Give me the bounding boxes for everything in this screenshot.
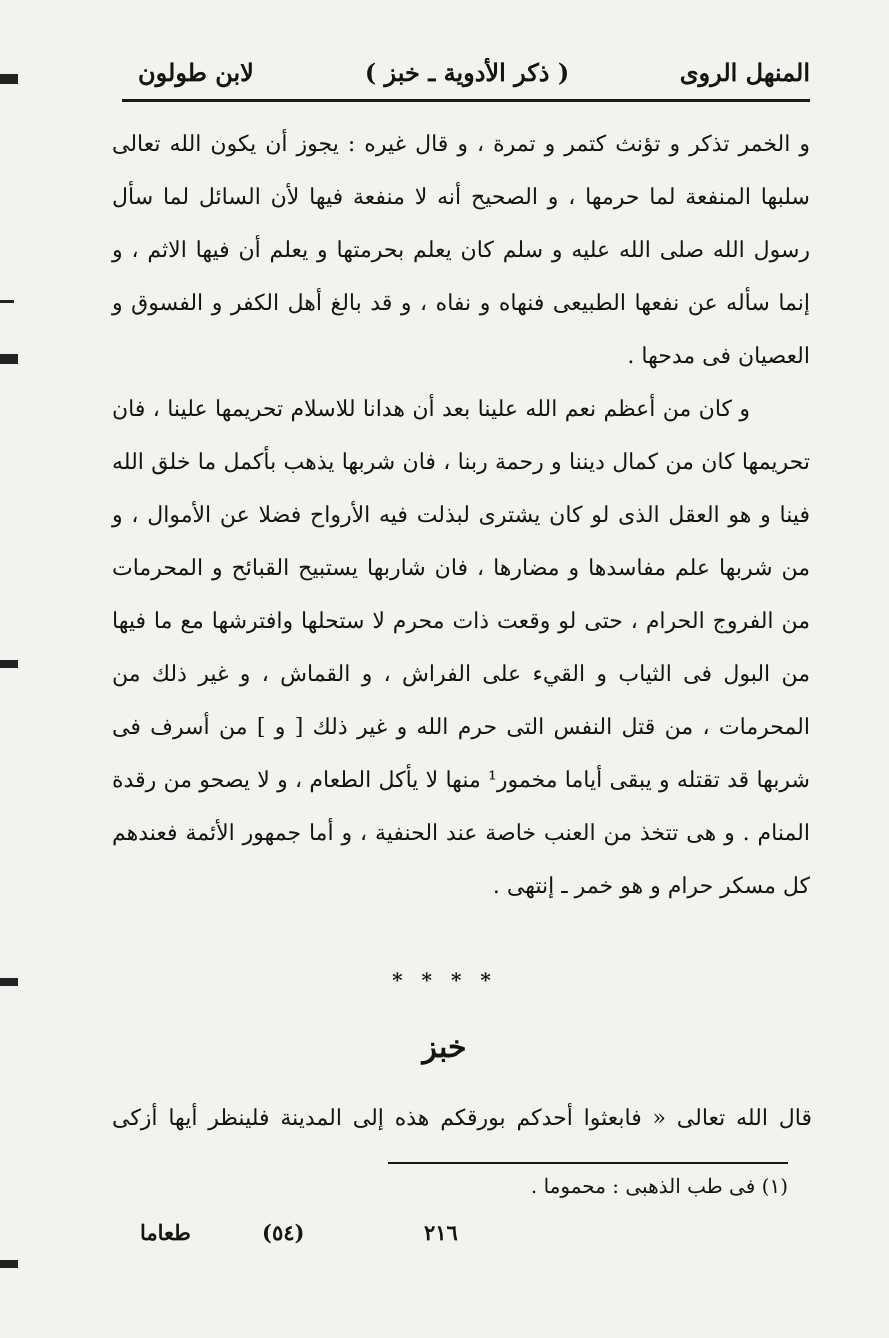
scan-edge-mark (0, 74, 18, 84)
paragraph-2: و كان من أعظم نعم الله علينا بعد أن هدانا للاسلام تحريمها علينا ، فان تحريمها كان من كمال ديننا و رحمة ربنا ، فان شربها يذهب بأكمل ما خلق الله فينا و هو العقل الذى لو كان يشترى لبذلت فيه الأرواح فضلا عن الأموال ، و من شربها علم مفاسدها و مضارها ، فان شاربها يستبيح القبائح و المحرمات من الفروج الحرام ، حتى لو وقعت ذات محرم لا ستحلها وافترشها مع ما فيها من البول فى الثياب و القيء على الفراش ، و القماش ، و غير ذلك من المحرمات ، من قتل النفس التى حرم الله و غير ذلك [ و ] من أسرف فى شربها قد تقتله و يبقى أياما مخمور¹ منها لا يأكل الطعام ، و لا يصحو من رقدة المنام . و هى تتخذ من العنب خاصة عند الحنفية ، و أما جمهور الأئمة فعندهم كل مسكر حرام و هو خمر ـ إنتهى . (112, 397, 810, 899)
footnote: (١) فى طب الذهبى : محموما . (530, 1174, 788, 1198)
section-first-line: قال الله تعالى « فابعثوا أحدكم بورقكم هذه إلى المدينة فلينظر أيها أزكى (112, 1106, 812, 1131)
scan-edge-mark (0, 660, 18, 668)
scan-edge-mark (0, 354, 18, 364)
section-heading: خبز (422, 1030, 467, 1065)
chapter-title: ( ذكر الأدوية ـ خبز ) (364, 58, 570, 87)
page-number: ٢١٦ (424, 1220, 458, 1245)
scan-edge-mark (0, 1260, 18, 1268)
running-header (124, 52, 810, 96)
signature-number: (٥٤) (262, 1220, 305, 1245)
scan-edge-mark (0, 300, 14, 303)
main-text (112, 118, 810, 913)
scan-edge-mark (0, 978, 18, 986)
paragraph-1: و الخمر تذكر و تؤنث كتمر و تمرة ، و قال غيره : يجوز أن يكون الله تعالى سلبها المنفعة لما حرمها ، و الصحيح أنه لا منفعة فيها لأن السائل لما سأل رسول الله صلى الله عليه و سلم كان يعلم بحرمتها و يعلم أن فيها الاثم ، و إنما سأله عن نفعها الطبيعى فنهاه و نفاه ، و قد بالغ أهل الكفر و الفسوق و العصيان فى مدحها . (112, 132, 810, 369)
catchword: طعاما (140, 1220, 191, 1245)
author-name: لابن طولون (138, 58, 254, 87)
page-footer (124, 1220, 524, 1260)
book-title: المنهل الروى (679, 58, 810, 87)
footnote-rule (388, 1162, 788, 1164)
header-rule (122, 99, 810, 102)
section-separator: * * * * (392, 968, 497, 992)
